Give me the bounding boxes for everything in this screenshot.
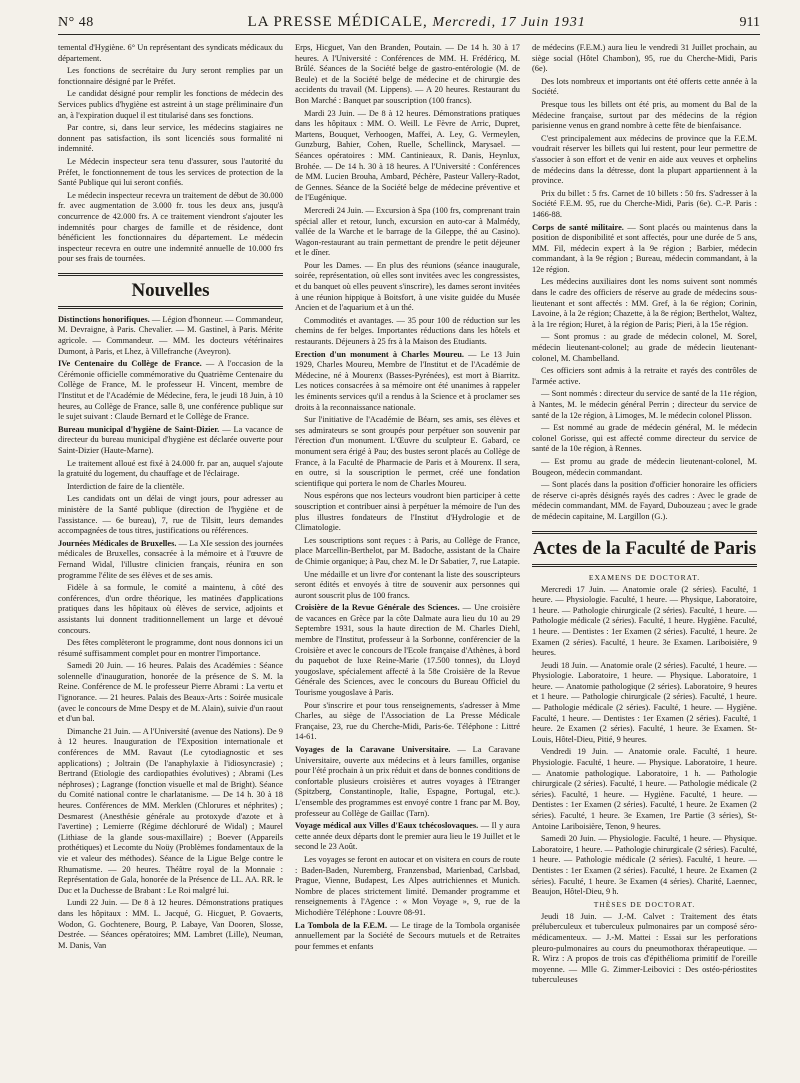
paragraph: — Sont placés dans la position d'officier honoraire les officiers de réserve ci-après désignés rayés des cadres : Avec le grade de médecin commandant, MM. de Fayard, Dubouzeau ; avec le grade de médecin capitaine, M. Largillon (G.). bbox=[532, 480, 757, 521]
news-item bbox=[58, 539, 283, 581]
paragraph: Jeudi 18 Juin. — J.-M. Calvet : Traitement des états préluberculeux et tuberculeux pulmonaires par un composé séro-médicamenteux. — J.-M. Mattei : Essai sur les perforations pleuro-pulmonaires au cours du pneumothorax thérapeutique. — R. Wirz : A propos de trois cas d'épithélioma primitif de l'oreille moyenne. — Mlle G. Zimmer-Leibovici : Des ostéo-périostites tuberculeuses bbox=[532, 911, 757, 985]
paragraph: Une médaille et un livre d'or contenant la liste des souscripteurs seront édités et envoyés à titre de souvenir aux personnes qui auront souscrit plus de 100 francs. bbox=[295, 569, 520, 600]
column-1 bbox=[58, 43, 283, 1083]
paragraph: Nous espérons que nos lecteurs voudront bien participer à cette souscription et contribuer ainsi à perpétuer la mémoire de l'un des plus illustres fondateurs de l'Institut d'Hydrologie et de Climatologie. bbox=[295, 491, 520, 533]
news-item bbox=[295, 921, 520, 953]
news-item bbox=[58, 425, 283, 457]
paragraph: Jeudi 18 Juin. — Anatomie orale (2 séries). Faculté, 1 heure. — Physiologie. Laboratoire, 1 heure. — Physique. Laboratoire, 1 heure. — Anatomie pathologique (2 séries). Laboratoire, 9 heures et 1 heure. — Pathologie chirurgicale (2 séries). Faculté, 1 heure. — Pathologie médicale (2 séries). Faculté, 1 heure. — Hygiène. Faculté, 1 heure. — Dentistes : 1er Examen (2 séries). Faculté, 1 heure. 2e Examen (2 séries). Faculté, 1 heure. 3e Examen. St-Louis, Hôtel-Dieu, Pitié, 9 heures. bbox=[532, 660, 757, 744]
paragraph: Sur l'initiative de l'Académie de Béarn, ses amis, ses élèves et ses admirateurs se sont groupés pour perpétuer son souvenir par l'érection d'un monument. L'Œuvre du sculpteur E. Gabard, ce monument sera érigé à Pau; des bustes seront placés au Collège de France, à la Faculté de Pharmacie de Paris et à Mourenx. Il sera, en outre, si la souscription le permet, créé une fondation scientifique qui portera le nom de Charles Moureu. bbox=[295, 415, 520, 488]
paragraph: — Sont nommés : directeur du service de santé de la 11e région, à Nantes, M. le médecin général Perrin ; directeur du service de santé de la 12e région, à Limoges, M. le médecin colonel Plisson. bbox=[532, 389, 757, 420]
subheading-examens: EXAMENS DE DOCTORAT. bbox=[588, 572, 701, 582]
paragraph: Des lots nombreux et importants ont été offerts cette année à la Société. bbox=[532, 76, 757, 97]
paragraph: Mercredi 24 Juin. — Excursion à Spa (100 frs, comprenant train spécial aller et retour, lunch, excursion en auto-car à Malmédy, vallée de la Warche et le barrage de la Gileppe, thé au Casino). Wagon-restaurant au train permettant de prendre le petit déjeuner et le dîner. bbox=[295, 205, 520, 258]
news-item bbox=[295, 350, 520, 414]
issue-number: N° 48 bbox=[58, 15, 94, 30]
paragraph: Le traitement alloué est fixé à 24.000 fr. par an, auquel s'ajoute la gratuité du logement, du chauffage et de l'éclairage. bbox=[58, 458, 283, 479]
paragraph: Le Médecin inspecteur sera tenu d'assurer, sous l'autorité du Préfet, le fonctionnement de tous les services de protection de la Santé Publique qui lui seront confiés. bbox=[58, 156, 283, 188]
paragraph: Mardi 23 Juin. — De 8 à 12 heures. Démonstrations pratiques dans les hôpitaux : MM. O. Weill. Le Fèvre de Arric, Dupret, Martens, Bouquet, Verhoogen, Maffei, A. Ley, G. Vermeylen, Gunzburg, Bahier, Cohen, Ruelle, Schellinck, Marysael. — Séances opératoires : MM. Cantinieaux, R. Danis, Heynlux, Brohée. — De 14 h. 30 à 18 heures. A l'Université : Conférences de MM. Lucien Brouha, Ambard, Péchère, Pasteur Vallery-Radot, de Gennes. Séance de la Société belge de médecine préventive et de l'Eugénique. bbox=[295, 108, 520, 203]
subheading-theses: THÈSES DE DOCTORAT. bbox=[593, 899, 696, 909]
paragraph: Samedi 20 Juin. — Physiologie. Faculté, 1 heure. — Physique. Laboratoire, 1 heure. — Pathologie chirurgicale (2 séries). Faculté, 1 heure. — Pathologie médicale (2 séries). Faculté, 1 heure. — Dentistes : 1er Examen (2 séries). Faculté, 1 heure. 2e Examen (2 séries). Faculté, 1 heure. 3e Examen (4 séries). Charité, Laennec, Beaujon, Hôtel-Dieu, 9 h. bbox=[532, 834, 757, 897]
paragraph: Les médecins auxiliaires dont les noms suivent sont nommés dans le cadre des officiers de réserve au grade de médecins sous-lieutenant et sont affectés : MM. Gref, à la 6e région; Corinin, Lavoine, à la 2e région; Chazette, à la 8e région; Berthelot, Waltez, à la 1re région; Huret, à la région de Paris; Pieri, à la 15e région. bbox=[532, 277, 757, 329]
journal-name: LA PRESSE MÉDICALE, bbox=[247, 14, 428, 30]
paragraph: Interdiction de faire de la clientèle. bbox=[67, 481, 185, 491]
news-heading: IVe Centenaire du Collège de France. bbox=[58, 359, 202, 369]
news-text: — A l'occasion de la Cérémonie officielle commémorative du Quatrième Centenaire du Collège de France, M. le professeur H. Vincent, membre de l'Institut et de l'Académie de Médecine, fera, le jeudi 18 Juin, à 10 heures, au Collège de France, salle 8, une conférence publique sur le sujet suivant : Claude Bernard et le Collège de France. bbox=[58, 359, 283, 422]
news-item bbox=[58, 359, 283, 423]
paragraph: Vendredi 19 Juin. — Anatomie orale. Faculté, 1 heure. Physiologie. Faculté, 1 heure. — Physique. Laboratoire, 1 heure. — Anatomie pathologique. Laboratoire, 1 h. — Pathologie chirurgicale (2 séries). Faculté, 1 heure. — Pathologie médicale (2 séries). Faculté, 1 heure. — Hygiène. Faculté, 1 heure. — Dentistes : 1er Examen (2 séries). Faculté, 1 heure. 2e Examen (2 séries). Faculté, 1 heure. 3e Examen, 1re Partie (3 séries), St-Antoine Lariboisière, Tenon, 9 heures. bbox=[532, 747, 757, 831]
news-item bbox=[295, 745, 520, 819]
news-heading: Corps de santé militaire. bbox=[532, 222, 624, 232]
paragraph: Pour s'inscrire et pour tous renseignements, s'adresser à Mme Charles, au siège de l'Association de La Presse Médicale Française, 23, rue du Cherche-Midi, Paris-6e. Téléphone : Littré 14-61. bbox=[295, 700, 520, 742]
news-heading: Croisière de la Revue Générale des Sciences. bbox=[295, 603, 460, 613]
paragraph: Lundi 22 Juin. — De 8 à 12 heures. Démonstrations pratiques dans les hôpitaux : MM. L. Jacqué, G. Hicguet, P. Govaerts, Wodon, G. Gochtenere, Bourg, P. Labaye, Van Dooren, Slosse, Destrée. — Séances opératoires; MM. Lambret (Lille), Neuman, M. Danis, Van bbox=[58, 898, 283, 950]
news-text: — La vacance de directeur du bureau municipal d'hygiène est déclarée ouverte pour Saint-Dizier (Haute-Marne). bbox=[58, 424, 283, 455]
paragraph: Prix du billet : 5 frs. Carnet de 10 billets : 50 frs. S'adresser à la Société F.E.M. 95, rue du Cherche-Midi, Paris (6e). C.-P. Paris : 1466-88. bbox=[532, 188, 757, 219]
news-text: — La Caravane Universitaire, ouverte aux médecins et à leurs familles, organise pour l'été prochain à un prix réduit et dans de bonnes conditions de confortable plusieurs croisières et autres voyages à l'Etranger (Spitzberg, Constantinople, Italie, Espagne, Portugal, etc.). L'ensemble des programmes est envoyé contre 1 franc par M. Boy, professeur au Collège de Gaillac (Tarn). bbox=[295, 745, 520, 818]
paragraph: C'est principalement aux médecins de province que la F.E.M. voudrait réserver les billets qui lui restent, pour leur permettre de s'associer à son effort et de venir en aide aux veuves et orphelins de médecins dans la détresse, dont la plupart appartiennent à la province. bbox=[532, 133, 757, 186]
news-item bbox=[532, 223, 757, 276]
news-heading: Distinctions honorifiques. bbox=[58, 314, 150, 324]
paragraph: Erps, Hicguet, Van den Branden, Poutain. — De 14 h. 30 à 17 heures. A l'Université : Conférences de MM. H. Frédéricq, M. Brûlé. Séances de la Société belge de gastro-entérologie (M. de Beule) et de la Société belge de médecine et de chirurgie des accidents du travail (M. Lippens). — A 20 heures. Restaurant du Bon Marché : Banquet par souscription (100 francs). bbox=[295, 43, 520, 105]
page-number: 911 bbox=[739, 15, 760, 30]
paragraph: Ces officiers sont admis à la retraite et rayés des contrôles de l'armée active. bbox=[532, 366, 757, 386]
paragraph: Les candidats ont un délai de vingt jours, pour adresser au ministère de la Santé publique (direction de l'hygiène et de l'assistance. — 6e bureau), 7, rue de Tilsitt, leurs demandes accompagnées de tous titres, justifications ou références. bbox=[58, 494, 283, 536]
news-heading: Voyages de la Caravane Universitaire. bbox=[295, 745, 451, 754]
paragraph: Les fonctions de secrétaire du Jury seront remplies par un fonctionnaire désigné par le Préfet. bbox=[58, 66, 283, 86]
paragraph: Par contre, si, dans leur service, les médecins stagiaires ne donnent pas satisfaction, ils sont licenciés sous formalité ni indemnité. bbox=[58, 123, 283, 154]
news-text: — Le 13 Juin 1929, Charles Moureu, Membre de l'Institut et de l'Académie de Médecine, né à Mourenx (Basses-Pyrénées), est mort à Biarritz. Les notices consacrées à sa mémoire ont été unanimes à rappeler les éminents services qu'il a rendus à la Science et à proclamer ses droits à la reconnaissance nationale. bbox=[295, 349, 520, 412]
paragraph: Des fêtes complèteront le programme, dont nous donnons ici un résumé suffisamment complet pour en montrer l'importance. bbox=[58, 638, 283, 658]
paragraph: Dimanche 21 Juin. — A l'Université (avenue des Nations). De 9 à 12 heures. Inauguration de l'Exposition internationale et conférences de MM. Ravaut (Le cytodiagnostic et ses applications) ; Joltrain (De l'anaphylaxie à l'idiosyncrasie) ; Bertrand (Etiologie des cardiopathies évolutives) ; Abrami (Les néphroses) ; Lagrange (fonction visuelle et mal de Bright). Séance du Comité national contre le charlatanisme. — De 14 h. 30 à 18 heures. Conférences de MM. Merklen (Chlorures et néphrites) ; Desmarest (Anesthésie générale au protoxyde d'azote et à l'avertine) ; Lemierre (Régime déchloruré de Widal) ; Maurel (Lithiase de la glande sous-maxillaire) ; Boever (Appareils prothétiques) et Lecomte du Noüy (Problèmes fondamentaux de la vie et valeur des méthodes). Séance de la Ligue Belge contre le Rhumatisme. — 20 heures. Théâtre royal de la Monnaie : Représentation de Gala, honorée de la Présence de LL. AA. RR. le Duc et la Duchesse de Brabant : Le Roi malgré lui. bbox=[58, 726, 283, 895]
section-heading-actes: Actes de la Faculté de Paris bbox=[532, 531, 757, 567]
columns bbox=[58, 43, 760, 1083]
section-heading-nouvelles: Nouvelles bbox=[58, 273, 283, 309]
news-heading: La Tombola de la F.E.M. bbox=[295, 920, 388, 930]
paragraph: Les voyages se feront en autocar et on visitera en cours de route : Baden-Baden, Nuremberg, Franzensbad, Marienbad, Carlsbad, Prague, Vienne, Budapest, Les Alpes autrichiennes et Munich. Nombre de places strictement limité. Demander programme et renseignements à l'Agence : « Mon Voyage », 9, rue de la Michodière Téléphone : Louvre 08-91. bbox=[295, 854, 520, 917]
paragraph: — Sont promus : au grade de médecin colonel, M. Sorel, médecin lieutenant-colonel; au grade de médecin lieutenant-colonel, M. Chambelland. bbox=[532, 332, 757, 363]
news-heading: Voyage médical aux Villes d'Eaux tchécoslovaques. bbox=[295, 821, 479, 831]
paragraph: Commodités et avantages. — 35 pour 100 de réduction sur les chemins de fer belges. Importantes réductions dans les hôtels et restaurants. Déjeuners à 25 frs à la Maison des Etudiants. bbox=[295, 315, 520, 347]
news-text: — Le tirage de la Tombola organisée annuellement par la Société de Secours mutuels et de Retraites pour femmes et enfants bbox=[295, 920, 520, 951]
paragraph: Fidèle à sa formule, le comité a maintenu, à côté des conférences, d'un ordre théorique, les matinées d'applications pratiques dans les hôpitaux où élèves de service, adjoints et assistants lui donnent traditionnellement un large et dévoué concours. bbox=[58, 583, 283, 635]
news-text: — Sont placés ou maintenus dans la position de disponibilité et sont affectés, pour une durée de 5 ans, MM. Fil, médecin expert à la 9e région ; Barbier, médecin commandant, à la 9e région ; Bureau, médecin commandant, à la 12e région. bbox=[532, 222, 757, 274]
news-text: — Légion d'honneur. — Commandeur, M. Devraigne, à Paris. Chevalier. — M. Gastinel, à Paris. Mérite agricole. — Commandeur. — MM. les docteurs vétérinaires Dumont, à Paris, et Lhez, à Villefranche (Aveyron). bbox=[58, 314, 283, 356]
paragraph: Mercredi 17 Juin. — Anatomie orale (2 séries). Faculté, 1 heure. — Physiologie. Faculté, 1 heure. — Physique, Laboratoire, 1 heure. — Pathologie chirurgicale (2 séries). Faculté, 1 heure. — Pathologie médicale (2 séries). Faculté, 1 heure. Hygiène. Faculté, 1 heure. — Dentistes : 1er Examen (2 séries). Faculté, 1 heure. 2e Examen (2 séries). Faculté, 1 heure. 3e Examen. Lariboisière, 9 heures. bbox=[532, 584, 757, 658]
paragraph: Le candidat désigné pour remplir les fonctions de médecin des Services publics d'hygiène est astreint à un stage préliminaire d'un an, à l'expiration duquel il est titularisé dans ses fonctions. bbox=[58, 89, 283, 120]
news-heading: Journées Médicales de Bruxelles. bbox=[58, 538, 177, 548]
journal-title bbox=[248, 14, 586, 31]
page-header bbox=[58, 14, 760, 35]
news-text: — Il y aura cette année deux départs dont le premier aura lieu le 19 Juillet et le second le 23 Août. bbox=[295, 821, 520, 852]
paragraph: temental d'Hygiène. 6° Un représentant des syndicats médicaux du département. bbox=[58, 43, 283, 63]
column-2 bbox=[295, 43, 520, 1083]
paragraph: Presque tous les billets ont été pris, au moment du Bal de la Médecine française, surtout par des médecins de la région parisienne venus en grand nombre à cette fête de bienfaisance. bbox=[532, 99, 757, 131]
paragraph: — Est nommé au grade de médecin général, M. le médecin colonel Gorisse, qui est affecté comme directeur du service de santé de la 10e région, à Rennes. bbox=[532, 423, 757, 454]
issue-date: Mercredi, 17 Juin 1931 bbox=[432, 15, 586, 30]
news-text: — Une croisière de vacances en Grèce par la côte Dalmate aura lieu du 10 au 29 Septembre 1931, sous la haute direction de M. Charles Diehl, membre de l'Institut, professeur à la Sorbonne, conférencier de la Croisière et avec le concours de l'Ecole française d'Athènes, à bord du paquebot de luxe Reine-Marie (17.500 tonnes), du Lloyd yougoslave, spécialement affecté à la 58e Croisière de la Revue Générale des Sciences, avec le concours du Bureau Officiel du Tourisme yougoslave à Paris. bbox=[295, 603, 520, 698]
paragraph: — Est promu au grade de médecin lieutenant-colonel, M. Bougeon, médecin commandant. bbox=[532, 456, 757, 477]
news-item bbox=[58, 315, 283, 357]
paragraph: Le médecin inspecteur recevra un traitement de début de 30.000 fr. avec augmentation de 3.000 fr. tous les deux ans, jusqu'à concurrence de 42.000 frs. A ce traitement viendront s'ajouter les indemnités pour charges de famille et de résidence, dont bénéficient les fonctionnaires du département. Le médecin inspecteur recevra en outre une indemnité annuelle de 10.000 frs pour ses frais de tournées. bbox=[58, 190, 283, 264]
column-3 bbox=[532, 43, 757, 1083]
news-item bbox=[295, 821, 520, 853]
paragraph: Samedi 20 Juin. — 16 heures. Palais des Académies : Séance solennelle d'inauguration, honorée de la présence de S. M. la Reine. Conférence de M. le professeur Pierre Abrami : La vertu et l'ignorance. — 21 heures. Palais des Beaux-Arts : Soirée musicale (avec le concours de Mme Despy et de M. Alain), suivie d'un raout et d'un bal. bbox=[58, 661, 283, 724]
news-text: — La XIe session des journées médicales de Bruxelles, consacrée à la mémoire et à l'œuvre de Fernand Widal, l'illustre clinicien français, réunira en son programme l'élite de ses élèves et de ses amis. bbox=[58, 538, 283, 580]
paragraph: de médecins (F.E.M.) aura lieu le vendredi 31 Juillet prochain, au siège social (Hôtel Chambon), 95, rue du Cherche-Midi, Paris (6e). bbox=[532, 43, 757, 74]
paragraph: Les souscriptions sont reçues : à Paris, au Collège de France, place Marcellin-Berthelot, par M. Badoche, assistant de la Chaire de Chimie organique; à Pau, chez M. le Dr Sabatier, 7, rue Latapie. bbox=[295, 535, 520, 566]
paragraph: Pour les Dames. — En plus des réunions (séance inaugurale, soirée, représentation, où elles sont invitées avec les congressistes, et du banquet où elles peuvent s'inscrire), les dames seront invitées à une réunion hippique à Boitsfort, à une visite guidée du Musée Ancien et de l'aquarium et à un thé. bbox=[295, 260, 520, 313]
news-item bbox=[295, 603, 520, 698]
news-heading: Bureau municipal d'hygiène de Saint-Dizier. bbox=[58, 424, 220, 434]
news-heading: Erection d'un monument à Charles Moureu. bbox=[295, 349, 464, 359]
